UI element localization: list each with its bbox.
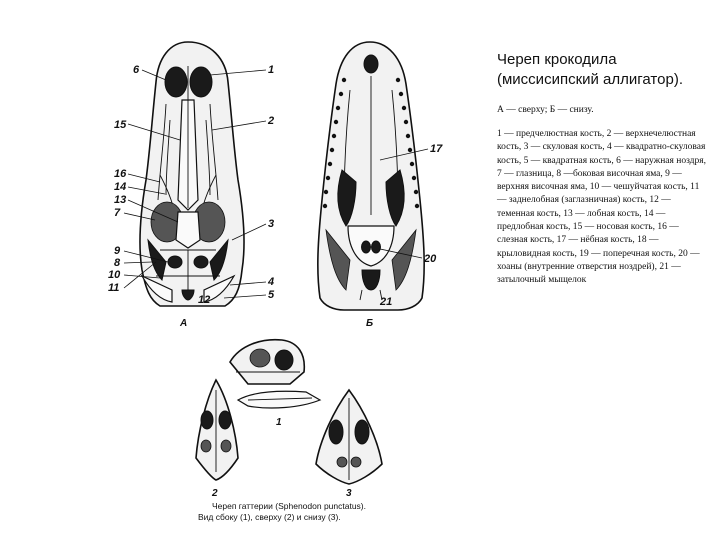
- label-15: 15: [114, 119, 127, 131]
- label-1: 1: [268, 64, 275, 76]
- label-7: 7: [114, 207, 121, 219]
- label-2: 2: [268, 115, 275, 127]
- tuatara-caption-line-2: Вид сбоку (1), сверху (2) и снизу (3).: [198, 512, 341, 522]
- label-6: 6: [133, 64, 140, 76]
- view-label-b: Б: [366, 318, 374, 329]
- label-9: 9: [114, 245, 121, 257]
- label-11: 11: [108, 282, 120, 294]
- figure-subtitle: А — сверху; Б — снизу.: [497, 105, 594, 115]
- crocodile-skull-dorsal-view: [108, 42, 275, 329]
- tuatara-fig-1: 1: [276, 417, 282, 428]
- label-5: 5: [268, 289, 275, 301]
- label-17: 17: [430, 143, 443, 155]
- tuatara-fig-2: 2: [212, 488, 218, 499]
- crocodile-skull-ventral-view: [318, 42, 443, 329]
- figure-title: Череп крокодила (миссисипский аллигатор).: [497, 51, 683, 88]
- bone-legend: 1 — предчелюстная кость, 2 — верхнечелюстная кость, 3 — скуловая кость, 4 — квадратно-скуловая кость, 5 — квадратная кость, 6 — наружная ноздря, 7 — глазница, 8 —боковая височная яма, 9 — верхняя височная яма, 10 — чешуйчатая кость, 11 — заднелобная (заглазничная) кость, 12 — теменная кость, 13 — лобная кость, 14 — предлобная кость, 15 — носовая кость, 16 — слезная кость, 17 — нёбная кость, 18 — крыловидная кость, 19 — поперечная кость, 20 — хоаны (внутренние отверстия ноздрей), 21 — затылочный мыщелок: [497, 129, 706, 286]
- label-13: 13: [114, 194, 127, 206]
- label-8: 8: [114, 257, 121, 269]
- view-label-a: А: [180, 318, 188, 329]
- label-3: 3: [268, 218, 275, 230]
- label-14: 14: [114, 181, 127, 193]
- label-4: 4: [268, 276, 275, 288]
- label-21: 21: [380, 296, 393, 308]
- tuatara-skull-ventral: [316, 390, 382, 499]
- label-10: 10: [108, 269, 121, 281]
- tuatara-caption-line-1: Череп гаттерии (Sphenodon punctatus).: [212, 501, 367, 511]
- label-20: 20: [424, 253, 437, 265]
- label-16: 16: [114, 168, 127, 180]
- label-12: 12: [198, 294, 211, 306]
- tuatara-fig-3: 3: [346, 488, 352, 499]
- tuatara-skull-dorsal: [196, 380, 238, 499]
- caption-panel: [497, 50, 707, 288]
- tuatara-skull-lateral: [230, 340, 320, 428]
